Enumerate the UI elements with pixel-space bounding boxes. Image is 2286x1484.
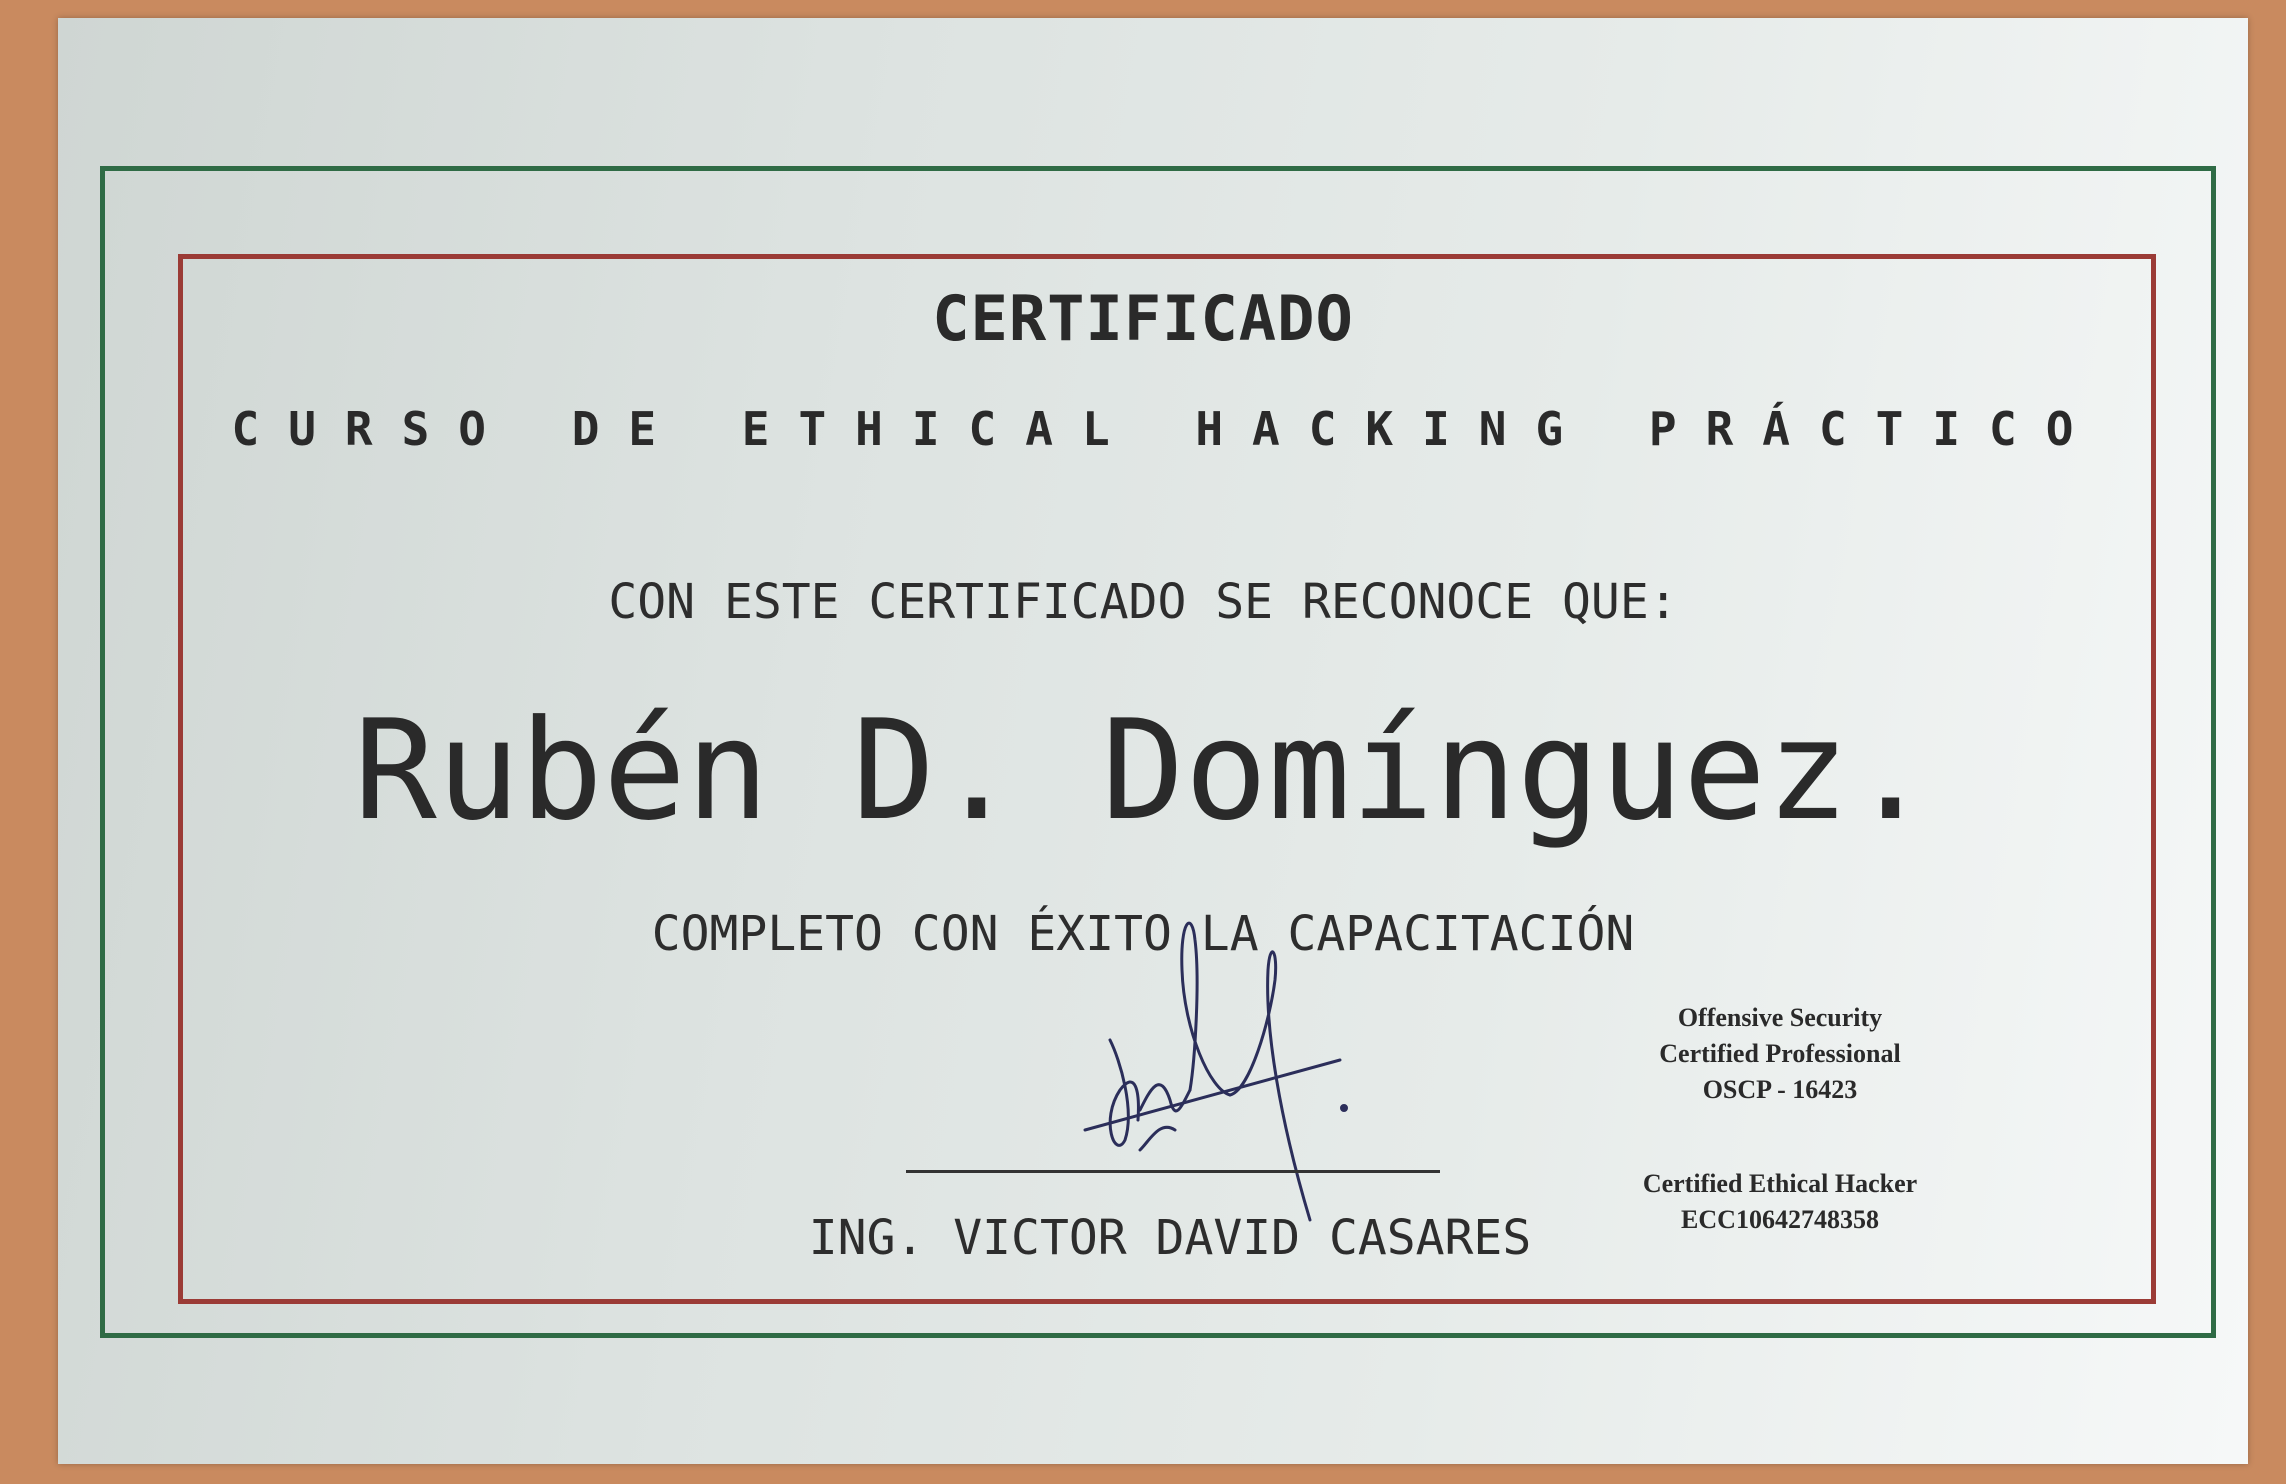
oscp-line-3: OSCP - 16423 [1702, 1075, 1858, 1104]
signature-line [906, 1170, 1440, 1173]
course-name: CURSO DE ETHICAL HACKING PRÁCTICO [231, 402, 2103, 456]
completion-statement: COMPLETO CON ÉXITO LA CAPACITACIÓN [651, 906, 1635, 962]
oscp-line-1: Offensive Security [1677, 1003, 1883, 1032]
ceh-line-2: ECC10642748358 [1681, 1205, 1879, 1234]
signer-name: ING. VICTOR DAVID CASARES [808, 1210, 1532, 1266]
recipient-name: Rubén D. Domínguez. [353, 690, 1933, 851]
certificate-title: CERTIFICADO [932, 282, 1354, 355]
oscp-credential [1600, 1000, 1960, 1108]
recognition-statement: CON ESTE CERTIFICADO SE RECONOCE QUE: [608, 574, 1678, 630]
handwritten-signature [1080, 860, 1380, 1240]
oscp-line-2: Certified Professional [1659, 1039, 1901, 1068]
ceh-credential [1600, 1166, 1960, 1238]
ceh-line-1: Certified Ethical Hacker [1642, 1169, 1918, 1198]
